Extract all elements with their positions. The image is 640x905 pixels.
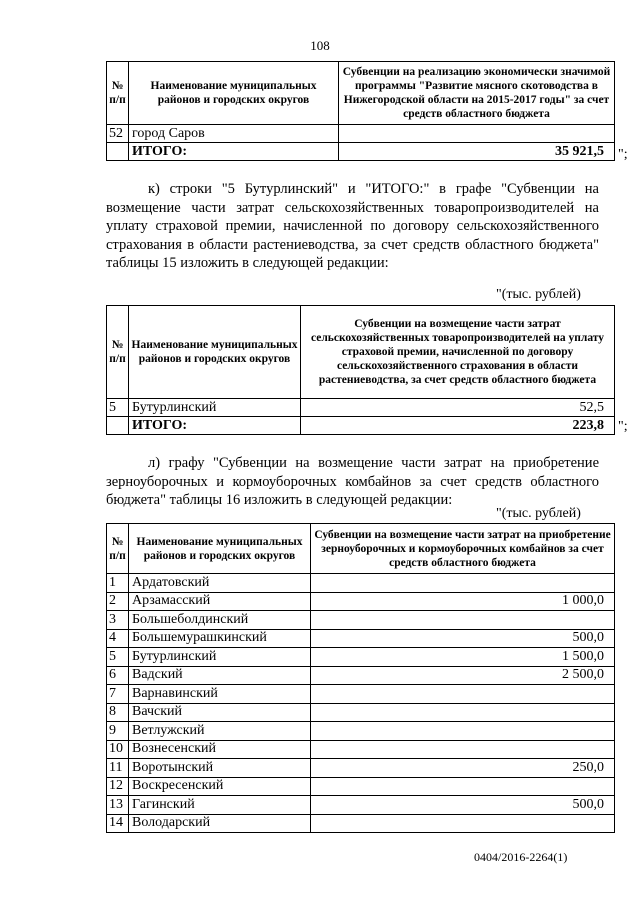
row-value: 1 000,0 [311, 592, 615, 611]
unit-label-2: "(тыс. рублей) [496, 506, 581, 521]
header-num: № п/п [107, 524, 129, 574]
table-row [107, 759, 615, 778]
row-num: 7 [107, 685, 129, 704]
page-number: 108 [310, 38, 330, 53]
row-value [311, 574, 615, 593]
row-name: Бутурлинский [129, 399, 301, 417]
row-value [311, 814, 615, 833]
header-name: Наименование муниципальных районов и городских округов [129, 524, 311, 574]
row-name: Варнавинский [129, 685, 311, 704]
row-name: Большемурашкинский [129, 629, 311, 648]
table-row [107, 777, 615, 796]
table-row [107, 722, 615, 741]
header-name: Наименование муниципальных районов и городских округов [129, 306, 301, 399]
row-num: 11 [107, 759, 129, 778]
row-name: Гагинский [129, 796, 311, 815]
row-name: Вадский [129, 666, 311, 685]
header-num: № п/п [107, 306, 129, 399]
row-value: 500,0 [311, 629, 615, 648]
table-row [107, 814, 615, 833]
total-value: 223,8 [301, 417, 615, 435]
total-value: 35 921,5 [339, 143, 615, 161]
document-code: 0404/2016-2264(1) [474, 850, 568, 864]
row-value [311, 703, 615, 722]
header-name: Наименование муниципальных районов и городских округов [129, 62, 339, 125]
table-row [107, 648, 615, 667]
table-header-row [107, 306, 615, 399]
table-harvesters [106, 523, 615, 833]
table-row [107, 629, 615, 648]
row-value [311, 740, 615, 759]
row-name: Большеболдинский [129, 611, 311, 630]
row-num: 14 [107, 814, 129, 833]
header-value: Субвенции на возмещение части затрат на приобретение зерноуборочных и кормоуборочных комбайнов за счет средств областного бюджета [311, 524, 615, 574]
row-value: 250,0 [311, 759, 615, 778]
row-name: Воскресенский [129, 777, 311, 796]
row-num: 1 [107, 574, 129, 593]
row-num: 13 [107, 796, 129, 815]
table-header-row [107, 62, 615, 125]
header-num: № п/п [107, 62, 129, 125]
row-value [311, 685, 615, 704]
table-row [107, 685, 615, 704]
paragraph-l: л) графу "Субвенции на возмещение части затрат на приобретение зерноуборочных и кормоуборочных комбайнов за счет средств областного бюджета" таблицы 16 изложить в следующей редакции: [106, 455, 599, 508]
row-num: 9 [107, 722, 129, 741]
row-value [311, 722, 615, 741]
row-num: 52 [107, 125, 129, 143]
table-row [107, 740, 615, 759]
row-name: Ветлужский [129, 722, 311, 741]
row-name: Бутурлинский [129, 648, 311, 667]
table-body [107, 574, 615, 833]
table-row [107, 125, 615, 143]
row-value [311, 777, 615, 796]
row-value: 52,5 [301, 399, 615, 417]
closing-quote: "; [618, 147, 628, 162]
row-name: Ардатовский [129, 574, 311, 593]
header-value: Субвенции на возмещение части затрат сельскохозяйственных товаропроизводителей на уплату страховой премии, начисленной по договору сельскохозяйственного страхования в области растениеводства, за счет средств областного бюджета [301, 306, 615, 399]
row-name: Вачский [129, 703, 311, 722]
table-meat-program [106, 61, 615, 161]
total-label: ИТОГО: [129, 143, 339, 161]
row-num: 10 [107, 740, 129, 759]
row-num: 2 [107, 592, 129, 611]
total-label: ИТОГО: [129, 417, 301, 435]
table-header-row [107, 524, 615, 574]
header-value: Субвенции на реализацию экономически значимой программы "Развитие мясного скотоводства в Нижегородской области на 2015-2017 годы" за счет средств областного бюджета [339, 62, 615, 125]
row-num: 4 [107, 629, 129, 648]
row-num: 5 [107, 399, 129, 417]
row-num: 12 [107, 777, 129, 796]
row-name: город Саров [129, 125, 339, 143]
row-value [311, 611, 615, 630]
total-row [107, 143, 615, 161]
table-row [107, 703, 615, 722]
row-value: 2 500,0 [311, 666, 615, 685]
table-row [107, 592, 615, 611]
row-value [339, 125, 615, 143]
table-row [107, 399, 615, 417]
row-name: Вознесенский [129, 740, 311, 759]
total-row [107, 417, 615, 435]
table-row [107, 666, 615, 685]
paragraph-k: к) строки "5 Бутурлинский" и "ИТОГО:" в графе "Субвенции на возмещение части затрат сельскохозяйственных товаропроизводителей на уплату страховой премии, начисленной по договору сельскохозяйственного страхования в области растениеводства, за счет средств областного бюджета" таблицы 15 изложить в следующей редакции: [106, 181, 599, 271]
row-value: 1 500,0 [311, 648, 615, 667]
closing-quote: "; [618, 419, 628, 434]
row-num: 3 [107, 611, 129, 630]
table-row [107, 611, 615, 630]
unit-label: "(тыс. рублей) [496, 287, 581, 302]
row-num: 5 [107, 648, 129, 667]
row-num: 6 [107, 666, 129, 685]
row-name: Арзамасский [129, 592, 311, 611]
row-name: Володарский [129, 814, 311, 833]
row-value: 500,0 [311, 796, 615, 815]
row-name: Воротынский [129, 759, 311, 778]
table-row [107, 796, 615, 815]
table-row [107, 574, 615, 593]
row-num: 8 [107, 703, 129, 722]
table-insurance-premium [106, 305, 615, 435]
